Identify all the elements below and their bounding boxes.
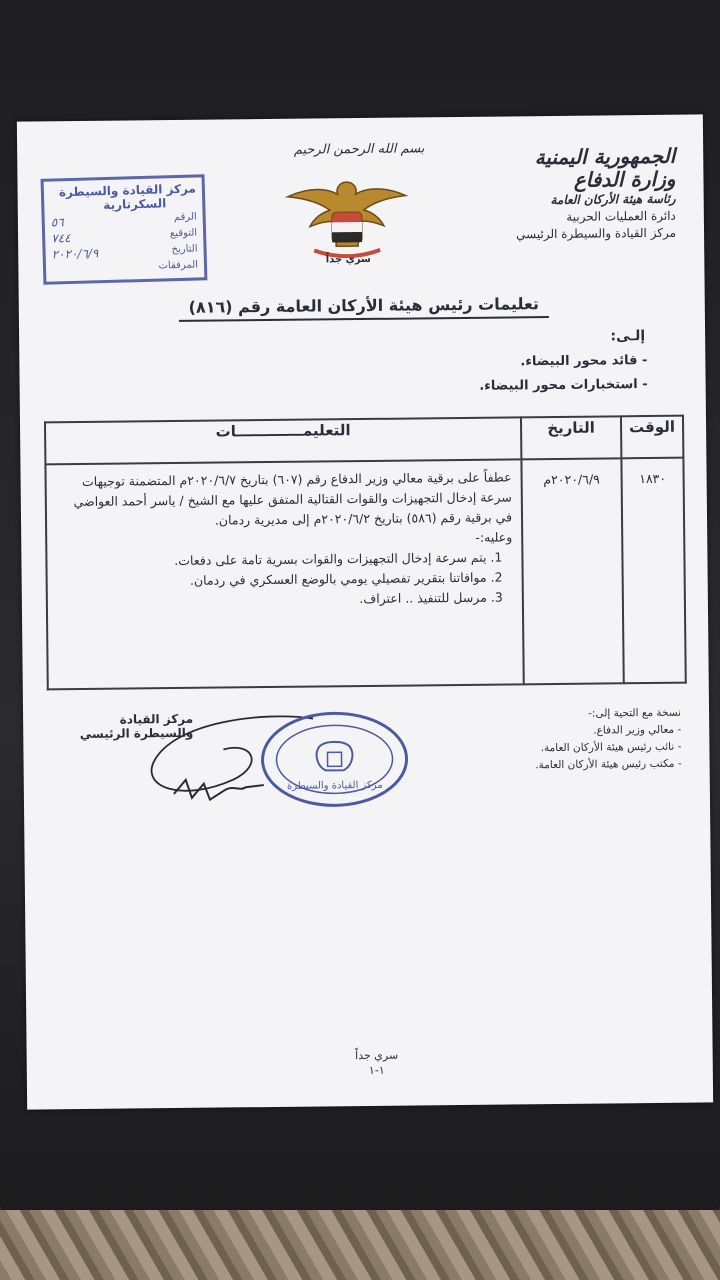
department-line-2: مركز القيادة والسيطرة الرئيسي bbox=[516, 225, 677, 242]
stamp-row bbox=[51, 243, 197, 261]
list-item: 2. موافاتنا بتقرير تفصيلي يومي بالوضع العسكري في ردمان. bbox=[57, 568, 487, 593]
ministry-line-3: رئاسة هيئة الأركان العامة bbox=[550, 191, 676, 208]
table-row bbox=[45, 458, 685, 690]
header-instructions: التعليمـــــــــــــات bbox=[45, 417, 521, 464]
copy-item: - نائب رئيس هيئة الأركان العامة. bbox=[540, 740, 682, 755]
eagle-emblem-icon bbox=[279, 175, 414, 264]
document-title: تعليمات رئيس هيئة الأركان العامة رقم (٨١٦) bbox=[179, 294, 549, 322]
instructions-cell bbox=[45, 459, 523, 689]
list-item: 1. يتم سرعة إدخال التجهيزات والقوات بسرية تامة على دفعات. bbox=[56, 548, 486, 573]
instructions-table bbox=[44, 415, 687, 691]
seal-text: مركز القيادة والسيطرة bbox=[286, 779, 383, 792]
list-item: 3. مرسل للتنفيذ .. اعتراف. bbox=[57, 588, 487, 613]
copy-item: - معالي وزير الدفاع. bbox=[593, 723, 682, 737]
ministry-header bbox=[435, 145, 676, 245]
stamp-row bbox=[51, 227, 197, 245]
date-cell: ٢٠٢٠/٦/٩م bbox=[521, 458, 623, 684]
classification-top: سري جداً bbox=[325, 253, 371, 266]
header-time: الوقت bbox=[621, 416, 683, 459]
copies-label: نسخة مع التحية إلى:- bbox=[588, 706, 682, 720]
basmala: بسم الله الرحمن الرحيم bbox=[293, 141, 425, 158]
signature-title: مركز القيادة والسيطرة الرئيسي bbox=[79, 711, 194, 741]
ministry-line-1: الجمهورية اليمنية bbox=[534, 143, 676, 170]
to-label: إلـى: bbox=[610, 328, 646, 345]
recipients-list bbox=[479, 349, 648, 399]
time-cell: ١٨٣٠ bbox=[621, 458, 685, 684]
page-number: ١-١ bbox=[368, 1063, 385, 1077]
copy-item: - مكتب رئيس هيئة الأركان العامة. bbox=[535, 757, 682, 772]
document-page bbox=[17, 114, 713, 1109]
stamp-row-label: الرقم bbox=[173, 211, 197, 224]
official-seal-icon bbox=[259, 710, 410, 810]
instructions-list bbox=[56, 547, 513, 612]
stamp-row-value: ٥٦ bbox=[50, 215, 64, 230]
copies-block bbox=[481, 705, 682, 775]
registry-stamp bbox=[41, 174, 208, 285]
stamp-row-label: التوقيع bbox=[169, 227, 198, 240]
stamp-row-label: المرفقات bbox=[158, 259, 199, 272]
classification-bottom: سري جداً bbox=[355, 1048, 399, 1063]
ministry-line-2: وزارة الدفاع bbox=[573, 166, 676, 192]
and-label: وعليه:- bbox=[475, 529, 513, 545]
table-header-row bbox=[45, 416, 683, 465]
stamp-row-value: ٢٠٢٠/٦/٩ bbox=[51, 246, 99, 262]
instructions-paragraph: عطفاً على برقية معالي وزير الدفاع رقم (٦٠٧) بتاريخ ٢٠٢٠/٦/٧م المتضمنة توجيهات سرعة إدخال التجهيزات والقوات القتالية المتفق عليها مع الشيخ / ياسر أحمد العواضي في برقية رقم (٥٨٦) بتاريخ ٢٠٢٠/٦/٢م إلى مديرية ردمان. bbox=[73, 469, 513, 528]
page-footer bbox=[347, 1048, 407, 1079]
header-date: التاريخ bbox=[521, 416, 621, 459]
desk-surface bbox=[0, 1210, 720, 1280]
stamp-row bbox=[52, 259, 198, 274]
stamp-row-label: التاريخ bbox=[171, 243, 198, 256]
recipient-item: - استخبارات محور البيضاء. bbox=[479, 377, 648, 394]
recipient-item: - قائد محور البيضاء. bbox=[520, 353, 648, 370]
stamp-row-value: ٧٤٤ bbox=[51, 231, 71, 246]
department-line-1: دائرة العمليات الحربية bbox=[566, 208, 676, 224]
stamp-subtitle: السكرتارية bbox=[103, 196, 167, 213]
stamp-row bbox=[51, 211, 197, 229]
stamp-title: مركز القيادة والسيطرة bbox=[58, 181, 197, 200]
